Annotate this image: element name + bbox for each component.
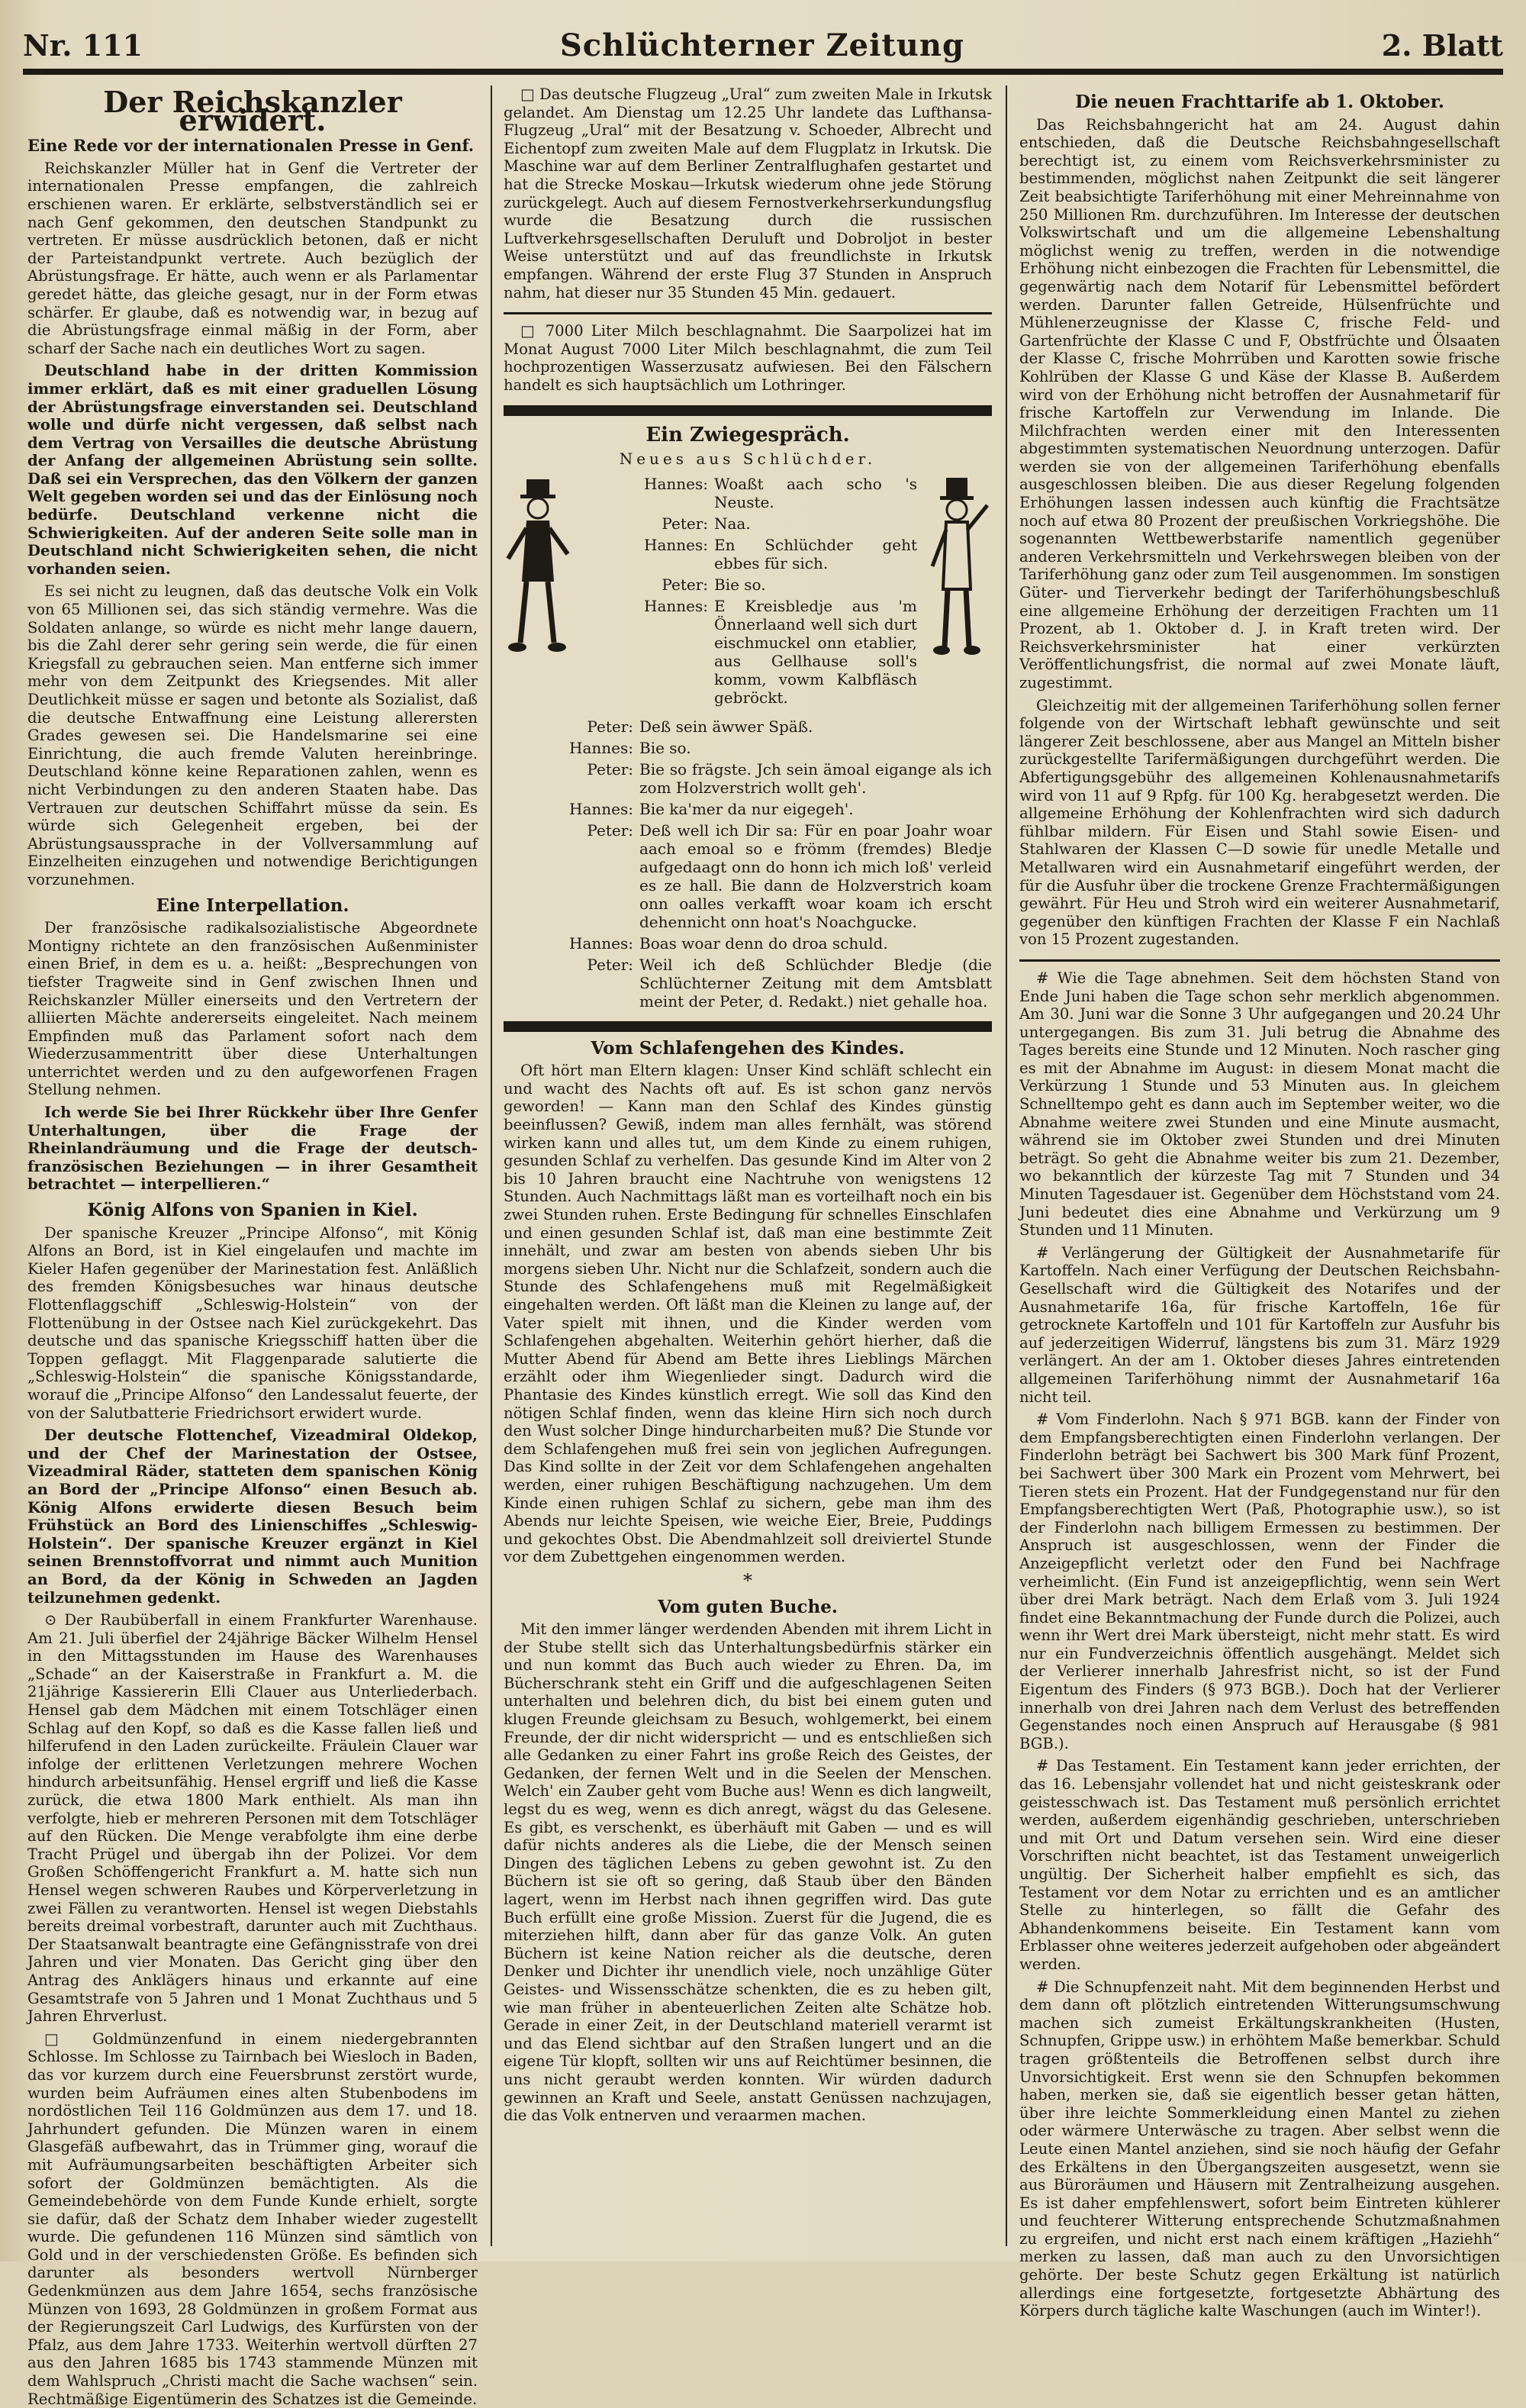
divider-bar [504, 1021, 992, 1032]
dialogue-line: Hannes: E Kreisbledje aus 'm Önnerlaand well sich durt eischmuckel onn etablier, aus Gellhause soll's komm, vowm Kalbfläsch gebröckt. [644, 596, 917, 707]
dialogue-line: Peter: Deß sein äwwer Späß. [587, 717, 813, 736]
article-paragraph: Deutschland habe in der dritten Kommission immer erklärt, daß es mit einer graduellen Lösung der Abrüstungsfrage einverstanden sei. Deutschland wolle und dürfe nicht vergessen, daß selbst nach dem Vertrag von Versailles die deutsche Abrüstung der Anfang der allgemeinen Abrüstung sein sollte. Daß sei ein Versprechen, das den Völkern der ganzen Welt gegeben worden sei und das der Einlösung noch bedürfe. Deutschland verkenne nicht die Schwierigkeiten. Auf der anderen Seite solle man in Deutschland nicht Schwierigkeiten sehen, die nicht vorhanden seien. [27, 362, 478, 578]
divider-bar [504, 405, 992, 416]
heading-koenig-alfons: König Alfons von Spanien in Kiel. [87, 1200, 418, 1221]
heading-frachttarife: Die neuen Frachttarife ab 1. Oktober. [1075, 92, 1444, 112]
heading-schlafengehen: Vom Schlafengehen des Kindes. [591, 1037, 905, 1059]
column-1 [27, 85, 478, 2408]
article-paragraph: Der französische radikalsozialistische Abgeordnete Montigny richtete an den französischen Außenminister einen Brief, in dem es u. a. heißt: „Besprechungen von tiefster Tragweite sind in Genf zwischen Ihnen und Reichskanzler Müller einerseits und den Vertretern der alliierten Mächte andererseits eingeleitet. Nach meinem Empfinden muß das Parlament sofort nach dem Wiederzusammentritt über diese Unterhaltungen unterrichtet werden und zu den aufgeworfenen Fragen Stellung nehmen. [27, 919, 478, 1099]
article-paragraph: Der spanische Kreuzer „Principe Alfonso“, mit König Alfons an Bord, ist in Kiel eingelaufen und machte im Kieler Hafen gegenüber der Marinestation fest. Anläßlich des fremden Königsbesuches war hinaus deutsche Flottenflaggschiff „Schleswig-Holstein“ von der Flottenübung in der Ostsee nach Kiel zurückgekehrt. Das deutsche und das spanische Kriegsschiff hatten über die Toppen geflaggt. Mit Flaggenparade salutierte die „Schleswig-Holstein“ die spanische Königsstandarde, worauf die „Principe Alfonso“ den Landessalut feuerte, der von der Salutbatterie Friedrichsort erwidert wurde. [27, 1223, 478, 1422]
column-rule [491, 85, 492, 2246]
column-rule [1006, 85, 1007, 2246]
peter-figure-icon [922, 475, 992, 666]
news-item-finderlohn: # Vom Finderlohn. Nach § 971 BGB. kann der Finder von dem Empfangsberechtigten einen Finderlohn verlangen. Der Finderlohn beträgt bei Sachwert bis 300 Mark fünf Prozent, bei Sachwert über 300 Mark ein Prozent vom Mehrwert, bei Tieren stets ein Prozent. Hat der Fundgegenstand nur für den Empfangsberechtigten Wert (Paß, Photographie usw.), so ist der Finderlohn nach billigem Ermessen zu bestimmen. Der Anspruch ist ausgeschlossen, wenn der Finder die Anzeigepflicht verletzt oder den Fund bei Nachfrage verheimlicht. (Ein Fund ist anzeigepflichtig, wenn sein Wert über drei Mark beträgt. Nach dem Erlaß vom 3. Juli 1924 findet eine Bekanntmachung der Funde durch die Polizei, auch wenn ihr Wert drei Mark übersteigt, nicht mehr statt. Es wird nur ein Fundverzeichnis öffentlich ausgehängt. Meldet sich der Verlierer innerhalb Jahresfrist nicht, so ist der Fund Eigentum des Finders (§ 973 BGB.). Doch hat der Verlierer innerhalb von drei Jahren nach dem Verlust des betreffenden Gegenstandes noch einen Anspruch auf Herausgabe (§ 981 BGB.). [1019, 1410, 1500, 1752]
divider [1019, 959, 1500, 962]
heading-guten-buche: Vom guten Buche. [658, 1596, 838, 1617]
news-item-testament: # Das Testament. Ein Testament kann jeder errichten, der das 16. Lebensjahr vollendet hat und nicht geisteskrank oder geistesschwach ist. Das Testament muß persönlich errichtet werden, außerdem eigenhändig geschrieben, unterschrieben und mit Ort und Datum versehen sein. Wird eine dieser Vorschriften nicht beachtet, ist das Testament unweigerlich ungültig. Der Sicherheit halber empfiehlt es sich, das Testament vor dem Notar zu errichten und es an amtlicher Stelle zu hinterlegen, so fällt die Gefahr des Abhandenkommens beiseite. Ein Testament kann vom Erblasser ohne weiteres jederzeit aufgehoben oder abgeändert werden. [1019, 1757, 1500, 1973]
news-item-milch: □ 7000 Liter Milch beschlagnahmt. Die Saarpolizei hat im Monat August 7000 Liter Milch beschlagnahmt, die zum Teil hochprozentigen Wasserzusatz aufwiesen. Bei den Fälschern handelt es sich hauptsächlich um Lothringer. [504, 322, 992, 394]
subheadline: Eine Rede vor der internationalen Presse in Genf. [27, 136, 475, 156]
article-paragraph: Gleichzeitig mit der allgemeinen Tariferhöhung sollen ferner folgende von der Wirtschaft lebhaft gewünschte und seit längerer Zeit beschlossene, aber aus Mangel an Mitteln bisher zurückgestellte Tarifermäßigungen durchgeführt werden. Die Abfertigungsgebühr des allgemeinen Kohlenausnahmetarifs wird von 11 auf 9 Rpfg. für 100 Kg. herabgesetzt werden. Die allgemeine Erhöhung der Kohlenfrachten wird sich dadurch fühlbar mildern. Für Eisen und Stahl sowie Eisen- und Stahlwaren der Klassen C—D sowie für unedle Metalle und Metallwaren wird ein Ausnahmetarif eingeführt werden, der für die Ausfuhr über die trockene Grenze Frachtermäßigungen gewährt. Für Heu und Stroh wird ein weiterer Ausnahmetarif, gegenüber den künftigen Frachten der Klasse F ein Nachlaß von 15 Prozent zugestanden. [1019, 696, 1500, 949]
column-2 [504, 85, 992, 2246]
dialogue-block-top [578, 475, 917, 710]
sheet-number: 2. Blatt [1381, 27, 1503, 63]
news-item-schnupfen: # Die Schnupfenzeit naht. Mit dem beginnenden Herbst und dem dann oft plötzlich eintretenden Witterungsumschwung machen sich zumeist Erkältungskrankheiten (Husten, Schnupfen, Grippe usw.) in erhöhtem Maße bemerkbar. Schuld tragen größtenteils die Betroffenen selbst durch ihre Unvorsichtigkeit. Erst wenn sie den Schnupfen bekommen haben, merken sie, daß sie eigentlich besser getan hätten, über ihre leichte Sommerkleidung einen Mantel zu ziehen oder wärmere Unterwäsche zu tragen. Aber selbst wenn die Leute einen Mantel anziehen, sind sie noch häufig der Gefahr des Erkältens in den Übergangszeiten ausgesetzt, wenn sie aus Büroräumen und Häusern mit Zentralheizung ausgehen. Es ist daher empfehlenswert, sofort beim Eintreten kühlerer und feuchterer Witterung entsprechende Schutzmaßnahmen zu ergreifen, und nicht erst nach einem kräftigen „Haziehh“ merken zu lassen, daß man auch zu den Unvorsichtigen gehörte. Der beste Schutz gegen Erkältung ist natürlich allerdings eine fortgesetzte, fortgesetzte Abhärtung des Körpers durch tägliche kalte Waschungen (auch im Winter!). [1019, 1978, 1500, 2320]
news-item-goldmuenzenfund: □ Goldmünzenfund in einem niedergebrannten Schlosse. Im Schlosse zu Tairnbach bei Wiesloch in Baden, das vor kurzem durch eine Feuersbrunst zerstört wurde, wurden beim Aufräumen eines alten Stubenbodens im nordöstlichen Teil 116 Goldmünzen aus dem 17. und 18. Jahrhundert gefunden. Die Münzen waren in einem Glasgefäß aufbewahrt, das in Trümmer ging, worauf die mit Aufräumungsarbeiten beschäftigten Arbeiter sich sofort der Goldmünzen bemächtigten. Als die Gemeindebehörde von dem Funde Kunde erhielt, sorgte sie dafür, daß der Schatz dem Inhaber wieder zugestellt wurde. Die gefundenen 116 Münzen sind sämtlich von Gold und in der verschiedensten Größe. Es befinden sich darunter als besonders wertvoll Nürnberger Gedenkmünzen aus dem Jahre 1654, sechs französische Münzen von 1693, 28 Goldmünzen in großem Format aus der Regierungszeit Carl Ludwigs, des Kurfürsten von der Pfalz, aus dem Jahre 1733. Weiterhin wertvoll dürften 27 aus den Jahren 1685 bis 1743 stammende Münzen mit dem Wahlspruch „Christi macht die Sache wachsen“ sein. Rechtmäßige Eigentümerin des Schatzes ist die Gemeinde. [27, 2029, 478, 2408]
article-paragraph: Mit den immer länger werdenden Abenden mit ihrem Licht in der Stube stellt sich das Unterhaltungsbedürfnis stärker ein und nun kommt das Buch auch wieder zu Ehren. Da, im Bücherschrank steht ein Griff und die aufgeschlagenen Seiten unterhalten und belehren dich, du bist bei einem guten und klugen Freunde gleichsam zu Besuch, wohlgemerkt, bei einem Freunde, der dir nicht widerspricht — und es entschließen sich alle Gedanken zu einer Fahrt ins große Reich des Geistes, der Gedanken, der fernen Welt und in die Seelen der Menschen. Welch' ein Zauber geht vom Buche aus! Wenn es dich langweilt, legst du es weg, wenn es dich anregt, wägst du das Gelesene. Es gibt, es verschenkt, es überhäuft mit Gaben — und es will dafür nichts anderes als die Liebe, die der Mensch seinen Dingen des täglichen Lebens zu geben gewohnt ist. Zu den Büchern ist sie oft so gering, daß Staub über den Bänden lagert, wenn im Herbst nach ihnen gegriffen wird. Das gute Buch erfüllt eine große Mission. Zuerst für die Jugend, die es miterziehen hilft, dann aber für das ganze Volk. An guten Büchern ist keine Nation reicher als die deutsche, deren Denker und Dichter ihr unendlich viele, noch unzählige Güter Geistes- und Wissensschätze schenkten, die es zu heben gilt, wie man früher in abenteuerlichen Zeiten alte Schätze hob. Gerade in einer Zeit, in der Deutschland materiell verarmt ist und das Elend sichtbar auf den Straßen lungert und an die eigene Tür klopft, sollten wir uns auf Reichtümer besinnen, die uns nicht geraubt werden konnten. Wir würden dadurch gewinnen an Kraft und Seele, anstatt Genüssen nachzujagen, die das Volk entnerven und veraarmen machen. [504, 1620, 992, 2125]
dialogue-line: Peter: Bie so. [662, 575, 766, 594]
dialogue-line: Hannes: Woaßt aach scho 's Neuste. [644, 474, 917, 511]
news-item-flugzeug-ural: □ Das deutsche Flugzeug „Ural“ zum zweiten Male in Irkutsk gelandet. Am Dienstag um 12.25 Uhr landete das Lufthansa-Flugzeug „Ural“ mit der Besatzung v. Schoeder, Albrecht und Eichentopf zum zweiten Male auf dem Flugplatz in Irkutsk. Die Maschine war auf dem Berliner Zentralflughafen gestartet und hat die Strecke Moskau—Irkutsk wiederum ohne jede Störung zurückgelegt. Auch auf diesem Fernostverkehrserkundungsflug wurde die Besatzung durch die russischen Luftverkehrsgesellschaften Deruluft und Dobroljot in bester Weise unterstützt und auf das freundlichste in Irkutsk empfangen. Während der erste Flug 37 Stunden in Anspruch nahm, hat dieser nur 35 Stunden 45 Min. gedauert. [504, 85, 992, 301]
dialogue-line: Peter: Bie so frägste. Jch sein ämoal eigange als ich zom Holzverstrich wollt geh'. [587, 759, 992, 797]
headline-reichskanzler: Der Reichskanzler erwidert. [103, 85, 402, 137]
hannes-figure-icon [504, 475, 574, 666]
column-3 [1019, 85, 1500, 2320]
article-paragraph: Ich werde Sie bei Ihrer Rückkehr über Ihre Genfer Unterhaltungen, über die Frage der Rheinlandräumung und die Frage der deutsch-französischen Beziehungen — in ihrer Gesamtheit betrachtet — interpellieren.“ [27, 1104, 478, 1194]
dialogue-line: Hannes: Bie ka'mer da nur eigegeh'. [569, 799, 854, 818]
article-paragraph: Der deutsche Flottenchef, Vizeadmiral Oldekop, und der Chef der Marinestation der Ostsee, Vizeadmiral Räder, statteten dem spanischen König an Bord der „Principe Alfonso“ einen Besuch ab. König Alfons erwiderte diesen Besuch beim Frühstück an Bord des Linienschiffes „Schleswig-Holstein“. Der spanische Kreuzer ergänzt in Kiel seinen Brennstoffvorrat und nimmt auch Munition an Bord, da der König in Schweden an Jagden teilzunehmen gedenkt. [27, 1426, 478, 1607]
news-item-tage: # Wie die Tage abnehmen. Seit dem höchsten Stand von Ende Juni haben die Tage schon sehr merklich abgenommen. Am 30. Juni war die Sonne 3 Uhr aufgegangen und 20.24 Uhr untergegangen. Bis zum 31. Juli betrug die Abnahme des Tages bereits eine Stunde und 12 Minuten. Noch rascher ging es mit der Abnahme im August: in diesem Monat macht die Verkürzung 1 Stunde und 53 Minuten aus. In gleichem Schnelltempo geht es dann auch im September weiter, wo die Abnahme weitere zwei Stunden und eine Minute ausmacht, während sie im Oktober zwei Stunden und drei Minuten beträgt. So geht die Abnahme weiter bis zum 21. Dezember, wo bekanntlich der kürzeste Tag mit 7 Stunden und 34 Minuten Tagesdauer ist. Gegenüber dem Höchststand vom 24. Juni bedeutet dies eine Abnahme und Verkürzung um 9 Stunden und 11 Minuten. [1019, 969, 1500, 1239]
divider [504, 312, 992, 314]
article-paragraph: Es sei nicht zu leugnen, daß das deutsche Volk ein Volk von 65 Millionen sei, das sich ständig vermehre. Was die Soldaten anlange, so würde es nicht mehr lange dauern, bis die Zahl derer sehr gering sein werde, die für einen Kriegsfall zu gebrauchen seien. Man entferne sich immer mehr von dem Zeitpunkt des Kriegsendes. Mit aller Deutlichkeit müsse er sagen und betonte als Sozialist, daß die deutsche Entwaffnung eine Leistung allerersten Grades gewesen sei. Die Handelsmarine sei eine Einrichtung, die auch fremde Valuten hereinbringe. Deutschland könne keine Reparationen zahlen, wenn es nicht Verbindungen zu den anderen Staaten habe. Das Vertrauen zur deutschen Schiffahrt müsse da sein. Es würde sich Gelegenheit ergeben, bei der Abrüstungsaussprache in der Vollversammlung auf Einzelheiten einzugehen und notwendige Berichtigungen vorzunehmen. [27, 582, 478, 888]
dialogue-line: Peter: Deß well ich Dir sa: Für en poar Joahr woar aach emoal so e frömm (fremdes) Bledje aufgedaagt onn do honn ich mich loß' verleid es ze hall. Bie dann de Holzverstrich koam onn oalles verkafft woar koam ich erscht dehennicht onn hoat's Noachgucke. [587, 820, 992, 931]
news-item-kartoffeln: # Verlängerung der Gültigkeit der Ausnahmetarife für Kartoffeln. Nach einer Verfügung der Deutschen Reichsbahn-Gesellschaft wird die Gültigkeit des Notarifes und der Ausnahmetarife 16a, für frische Kartoffeln, 16e für getrocknete Kartoffeln und 101 für Kartoffeln zur Ausfuhr bis auf jederzeitigen Widerruf, längstens bis zum 31. März 1929 verlängert. An der am 1. Oktober dieses Jahres eintretenden allgemeinen Tariferhöhung nimmt der Ausnahmetarif 16a nicht teil. [1019, 1243, 1500, 1406]
zwiegespraech-subtitle: Neues aus Schlüchder. [619, 450, 877, 469]
heading-interpellation: Eine Interpellation. [156, 895, 349, 916]
page-header [23, 21, 1503, 75]
section-star: * [743, 1569, 752, 1591]
article-paragraph: Reichskanzler Müller hat in Genf die Vertreter der internationalen Presse empfangen, die zahlreich erschienen waren. Er erklärte, selbstverständlich sei er nach Genf gekommen, den deutschen Standpunkt zu vertreten. Er müsse ausdrücklich betonen, daß er nicht der Parteistandpunkt vertrete. Auch bezüglich der Abrüstungsfrage. Er hätte, auch wenn er als Parlamentar geredet hätte, das gleiche gesagt, nur in der Form etwas schärfer. Er glaube, daß es notwendig war, in bezug auf die Abrüstungsfrage einmal mäßig in der Form, aber scharf der Sache nach ein deutliches Wort zu sagen. [27, 159, 478, 357]
dialogue-line: Peter: Weil ich deß Schlüchder Bledje (die Schlüchterner Zeitung mit dem Amtsblatt meint der Peter, d. Redakt.) niet gehalle hoa. [587, 955, 992, 1011]
heading-zwiegespraech: Ein Zwiegespräch. [645, 423, 850, 446]
article-paragraph: Das Reichsbahngericht hat am 24. August dahin entschieden, daß die Deutsche Reichsbahngesellschaft berechtigt ist, zu einem vom Reichsverkehrsminister zu bestimmenden, möglichst nahen Zeitpunkt die seit längerer Zeit beabsichtigte Tariferhöhung mit einer Mehreinnahme von 250 Millionen Rm. durchzuführen. Im Interesse der deutschen Volkswirtschaft und um die allgemeine Lebenshaltung möglichst wenig zu treffen, werden in die notwendige Erhöhung nicht einbezogen die Frachten für Lebensmittel, die gegenwärtig nach dem Notarif für Lebensmittel befördert werden. Darunter fallen Getreide, Hülsenfrüchte und Mühlenerzeugnisse der Klasse C, frische Feld- und Gartenfrüchte der Klasse C und F, Obstfrüchte und Ölsaaten der Klasse C, frische Mohrrüben und Karotten sowie frische Kohlrüben der Klasse G und Käse der Klasse B. Außerdem wird von der Erhöhung nicht betroffen der Ausnahmetarif für frische Kartoffeln zur Verwendung im Inlande. Die Milchfrachten werden einer mit den Interessenten abgestimmten systematischen Neuordnung unterzogen. Dafür werden sie von der allgemeinen Tariferhöhung ebenfalls ausgeschlossen bleiben. Die aus dieser Regelung folgenden Erhöhungen lassen indessen auch künftig die Frachtsätze noch auf etwa 80 Prozent der preußischen Vorkriegshöhe. Die sogenannten Wettbewerbstarife namentlich gegenüber anderen Verkehrsmitteln und Verkehrswegen bleiben von der Tariferhöhung ganz oder zum Teil ausgenommen. Im sonstigen Güter- und Tierverkehr bedingt der Tariferhöhungsbeschluß eine allgemeine Erhöhung der derzeitigen Frachten um 11 Prozent, ab 1. Oktober d. J. in Kraft treten wird. Der Reichsverkehrsminister hat einer verkürzten Veröffentlichungsfrist, die normal auf zwei Monate läuft, zugestimmt. [1019, 115, 1500, 691]
dialogue-illustration [504, 475, 992, 710]
dialogue-line: Hannes: Boas woar denn do droa schuld. [569, 933, 888, 953]
newspaper-title: Schlüchterner Zeitung [559, 27, 964, 63]
news-item-raubueberfall: ⊙ Der Raubüberfall in einem Frankfurter Warenhause. Am 21. Juli überfiel der 24jährige Bäcker Wilhelm Hensel in den Mittagsstunden im Hause des Warenhauses „Schade“ an der Kaiserstraße in Frankfurt a. M. die 21jährige Kassiererin Elli Clauer aus Unterliederbach. Hensel gab dem Mädchen mit einem Totschläger einen Schlag auf den Kopf, so daß es die Kasse fallen ließ und hilferufend in den Laden zurückeilte. Fräulein Clauer war infolge der erlittenen Verletzungen mehrere Wochen hindurch arbeitsunfähig. Hensel ergriff und ließ die Kasse zurück, die etwa 1800 Mark enthielt. Als man ihn verfolgte, hieb er mehreren Personen mit dem Totschläger auf den Rücken. Die Menge verabfolgte ihm eine derbe Tracht Prügel und übergab ihn der Polizei. Vor dem Großen Schöffengericht Frankfurt a. M. hatte sich nun Hensel wegen schweren Raubes und Körperverletzung in zwei Fällen zu verantworten. Hensel ist wegen Diebstahls bereits dreimal vorbestraft, darunter auch mit Zuchthaus. Der Staatsanwalt beantragte eine Gefängnisstrafe von drei Jahren und vier Monaten. Das Gericht ging über den Antrag des Anklägers hinaus und erkannte auf eine Gesamtstrafe von 5 Jahren und 1 Monat Zuchthaus und 5 Jahren Ehrverlust. [27, 1611, 478, 2026]
article-paragraph: Oft hört man Eltern klagen: Unser Kind schläft schlecht ein und wacht des Nachts oft auf. Es ist schon ganz nervös geworden! — Kann man den Schlaf des Kindes günstig beeinflussen? Gewiß, indem man alles fernhält, was störend wirken kann und alles tut, um dem Kinde zu einem ruhigen, gesunden Schlaf zu verhelfen. Das gesunde Kind im Alter von 2 bis 10 Jahren braucht eine Nachtruhe von wenigstens 12 Stunden. Auch Nachmittags läßt man es vorteilhaft noch ein bis zwei Stunden ruhen. Erste Bedingung für schnelles Einschlafen und einen gesunden Schlaf ist, daß man eine bestimmte Zeit innehält, und zwar am besten von abends sieben Uhr bis morgens sieben Uhr. Nicht nur die Schlafzeit, sondern auch die Stunde des Schlafengehens muß mit Regelmäßigkeit eingehalten werden. Oft läßt man die Kleinen zu lange auf, der Vater spielt mit ihnen, und die Kinder werden vom Schlafengehen abgehalten. Weiterhin gehört hierher, daß die Mutter Abend für Abend am Bette ihres Lieblings Märchen erzählt oder ihm Wiegenlieder singt. Dadurch wird die Phantasie des Kindes künstlich erregt. Wie soll das Kind den nötigen Schlaf finden, wenn das kleine Hirn sich noch durch den Wust solcher Dinge hindurcharbeiten muß? Die Stunde vor dem Schlafengehen muß frei sein von jeglichen Aufregungen. Das Kind sollte in der Zeit vor dem Schlafengehen angehalten werden, einer ruhigen Beschäftigung nachzugehen. Um dem Kinde einen ruhigen Schlaf zu sichern, gebe man ihm des Abends nur leichte Speisen, wie weiche Eier, Breie, Puddings und gekochtes Obst. Die Abendmahlzeit soll dreiviertel Stunde vor dem Zubettgehen eingenommen werden. [504, 1062, 992, 1566]
dialogue-line: Peter: Naa. [662, 514, 751, 533]
issue-number: Nr. 111 [23, 27, 143, 63]
dialogue-line: Hannes: Bie so. [569, 738, 691, 757]
dialogue-line: Hannes: En Schlüchder geht ebbes für sich. [644, 535, 917, 572]
